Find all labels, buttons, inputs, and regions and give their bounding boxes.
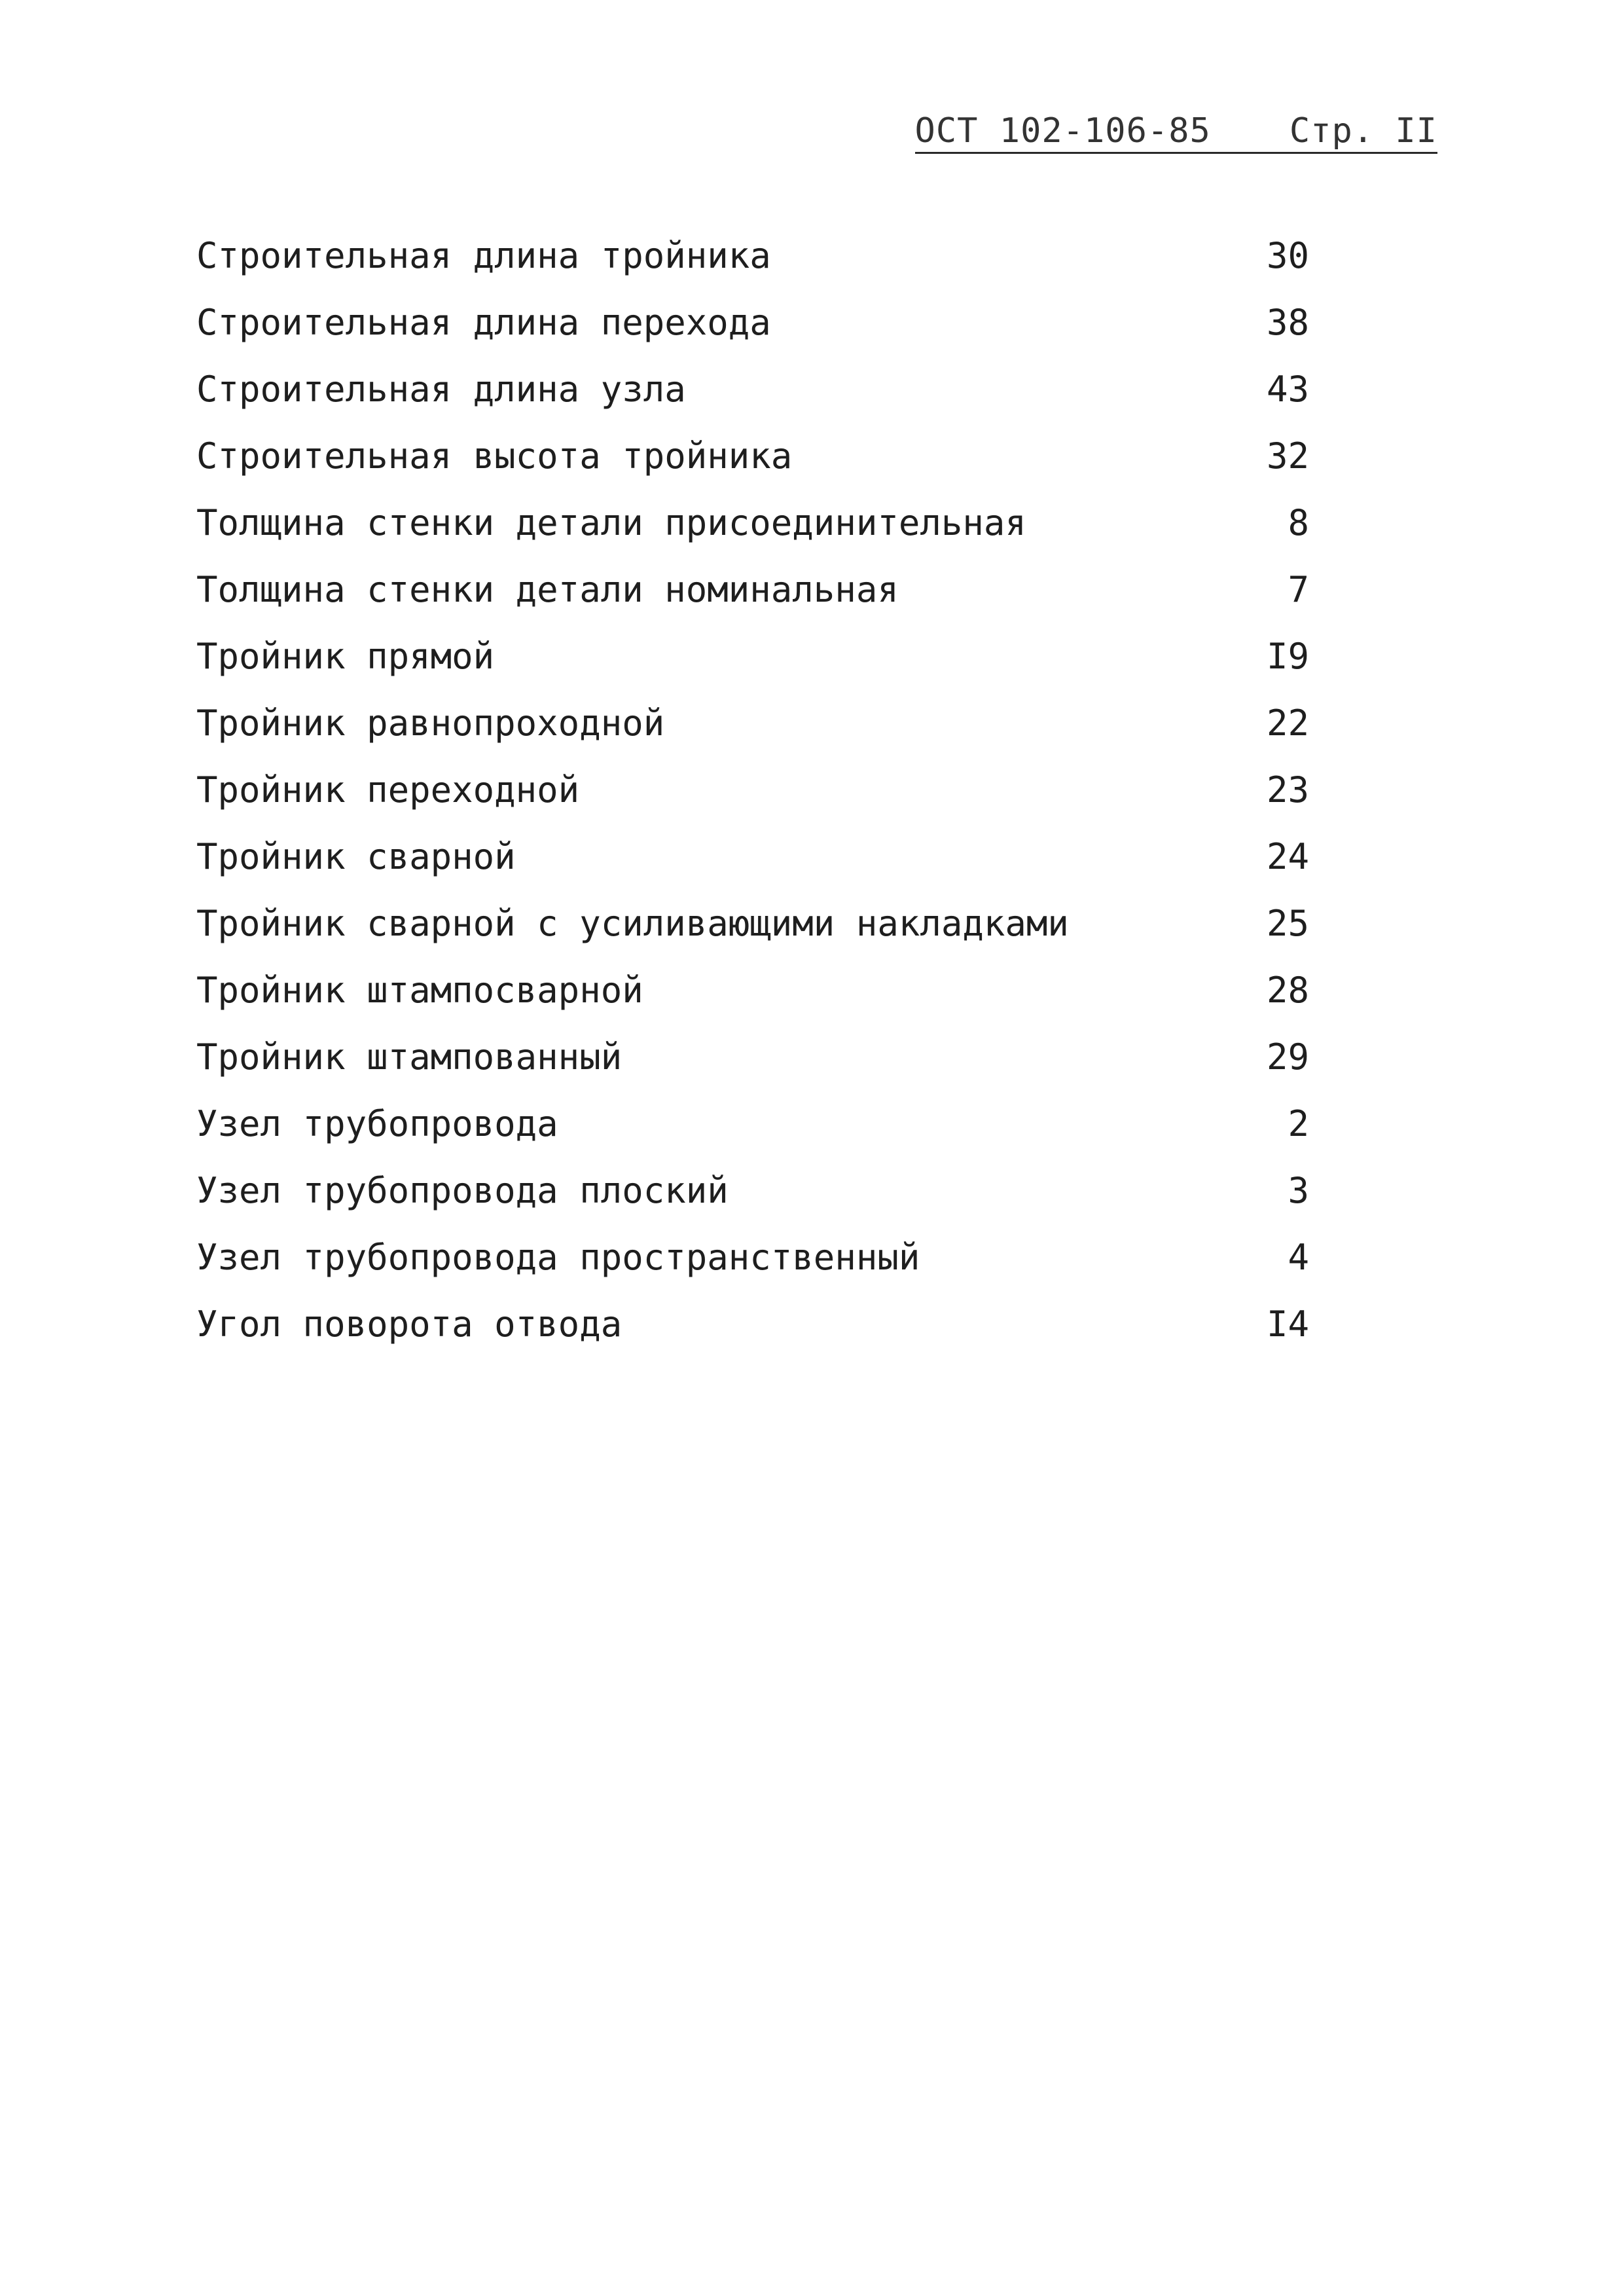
index-entry: [196, 623, 1309, 690]
index-entry: [196, 1224, 1309, 1291]
index-entry: [196, 757, 1309, 824]
index-entry: [196, 356, 1309, 423]
index-entry: [196, 490, 1309, 556]
index-page-ref: I9: [1266, 636, 1309, 677]
index-page-ref: 43: [1266, 369, 1309, 410]
index-entry: [196, 1291, 1309, 1358]
page-header: [915, 111, 1437, 154]
index-page-ref: 28: [1266, 970, 1309, 1011]
index-term: Тройник штампованный: [196, 1036, 623, 1078]
index-entry: [196, 556, 1309, 623]
index-page-ref: 22: [1266, 702, 1309, 744]
index-term: Узел трубопровода: [196, 1103, 558, 1144]
index-page-ref: 2: [1288, 1103, 1309, 1144]
index-term: Тройник равнопроходной: [196, 702, 665, 744]
index-page-ref: 3: [1288, 1170, 1309, 1211]
index-entry: [196, 289, 1309, 356]
index-term: Узел трубопровода плоский: [196, 1170, 729, 1211]
page-number: Стр. II: [1289, 111, 1437, 151]
index-page-ref: 8: [1288, 502, 1309, 543]
index-term: Строительная длина узла: [196, 369, 686, 410]
index-term: Угол поворота отвода: [196, 1303, 623, 1345]
index-page-ref: 25: [1266, 903, 1309, 944]
index-term: Тройник штампосварной: [196, 970, 643, 1011]
index-page-ref: 7: [1288, 569, 1309, 610]
index-entry: [196, 1157, 1309, 1224]
index-page-ref: 38: [1266, 302, 1309, 343]
index-term: Строительная высота тройника: [196, 435, 793, 477]
index-entry: [196, 1024, 1309, 1091]
index-entry: [196, 824, 1309, 890]
index-entry: [196, 690, 1309, 757]
index-term: Тройник переходной: [196, 769, 580, 811]
standard-number: ОСТ 102-106-85: [914, 111, 1211, 151]
index-page-ref: I4: [1266, 1303, 1309, 1345]
index-term: Тройник прямой: [196, 636, 495, 677]
index-term: Строительная длина перехода: [196, 302, 771, 343]
index-term: Строительная длина тройника: [196, 235, 771, 276]
index-entry: [196, 890, 1309, 957]
index-page-ref: 23: [1266, 769, 1309, 811]
index-page-ref: 30: [1266, 235, 1309, 276]
index-entry: [196, 957, 1309, 1024]
index-term: Толщина стенки детали присоединительная: [196, 502, 1026, 543]
index-term: Тройник сварной с усиливающими накладками: [196, 903, 1069, 944]
index-entry: [196, 423, 1309, 490]
index-term: Узел трубопровода пространственный: [196, 1237, 920, 1278]
index-term: Тройник сварной: [196, 836, 516, 877]
index-page-ref: 24: [1266, 836, 1309, 877]
subject-index-list: [196, 223, 1309, 1358]
index-page-ref: 32: [1266, 435, 1309, 477]
index-term: Толщина стенки детали номинальная: [196, 569, 899, 610]
index-page-ref: 4: [1288, 1237, 1309, 1278]
index-page-ref: 29: [1266, 1036, 1309, 1078]
index-entry: [196, 223, 1309, 289]
index-entry: [196, 1091, 1309, 1157]
